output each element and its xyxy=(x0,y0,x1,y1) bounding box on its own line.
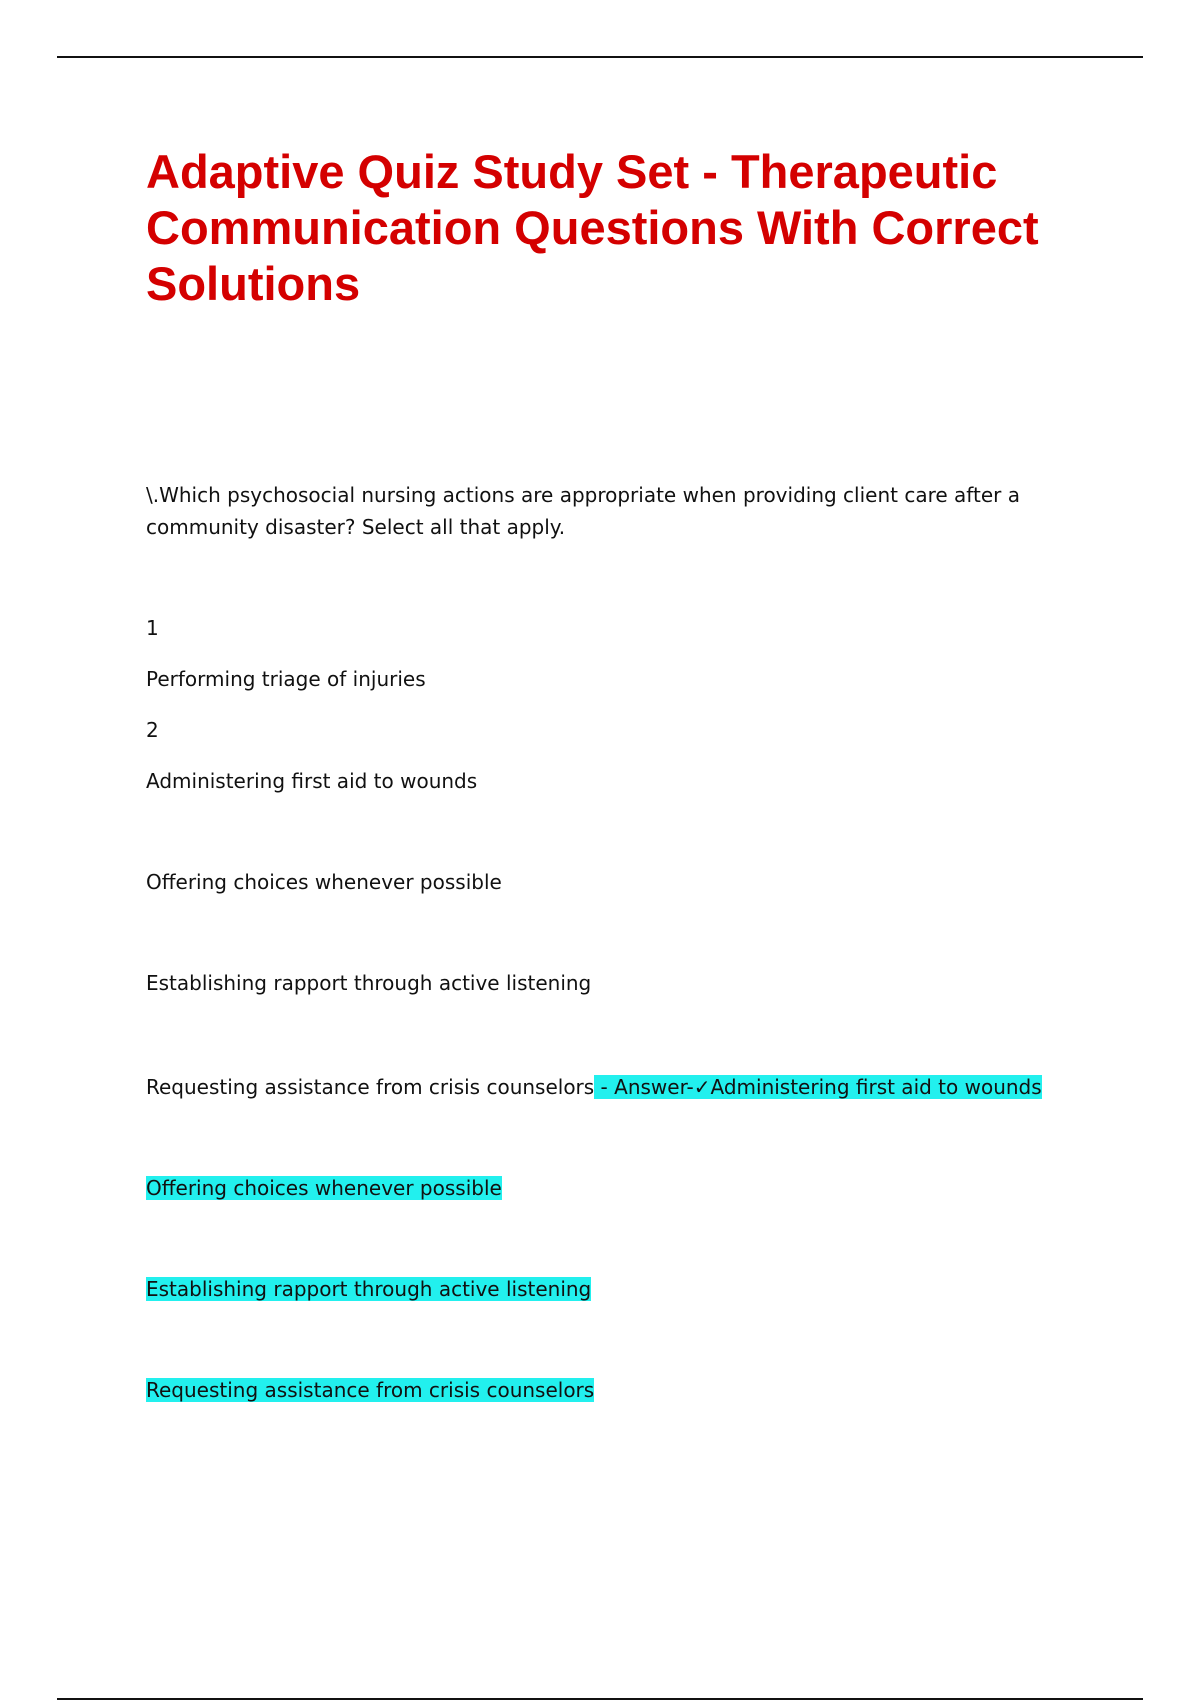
question-text: \.Which psychosocial nursing actions are appropriate when providing client care after a community disaster? Select all that apply. xyxy=(146,483,1020,539)
answer-prefix: - Answer-✓ xyxy=(594,1075,711,1099)
answer-item-3: Establishing rapport through active listening xyxy=(146,1277,592,1301)
option-text-4: Establishing rapport through active listening xyxy=(146,971,592,995)
option-number-1: 1 xyxy=(146,616,159,640)
header-rule xyxy=(57,56,1143,58)
option-text-2: Administering first aid to wounds xyxy=(146,769,478,793)
answer-item-2: Offering choices whenever possible xyxy=(146,1176,502,1200)
answer-item-1: Administering first aid to wounds xyxy=(710,1075,1042,1099)
document-title: Adaptive Quiz Study Set - Therapeutic Communication Questions With Correct Solutions xyxy=(146,145,1039,310)
answer-line-2 xyxy=(146,1172,502,1204)
answer-highlight xyxy=(594,1075,1041,1099)
answer-item-4: Requesting assistance from crisis counselors xyxy=(146,1378,595,1402)
answer-line-4 xyxy=(146,1374,594,1406)
option-answer-line xyxy=(146,1071,1042,1103)
option-text-3: Offering choices whenever possible xyxy=(146,870,502,894)
option-text-1: Performing triage of injuries xyxy=(146,667,426,691)
answer-line-3 xyxy=(146,1273,591,1305)
option-number-2: 2 xyxy=(146,718,159,742)
option-text-5: Requesting assistance from crisis counselors xyxy=(146,1075,595,1099)
